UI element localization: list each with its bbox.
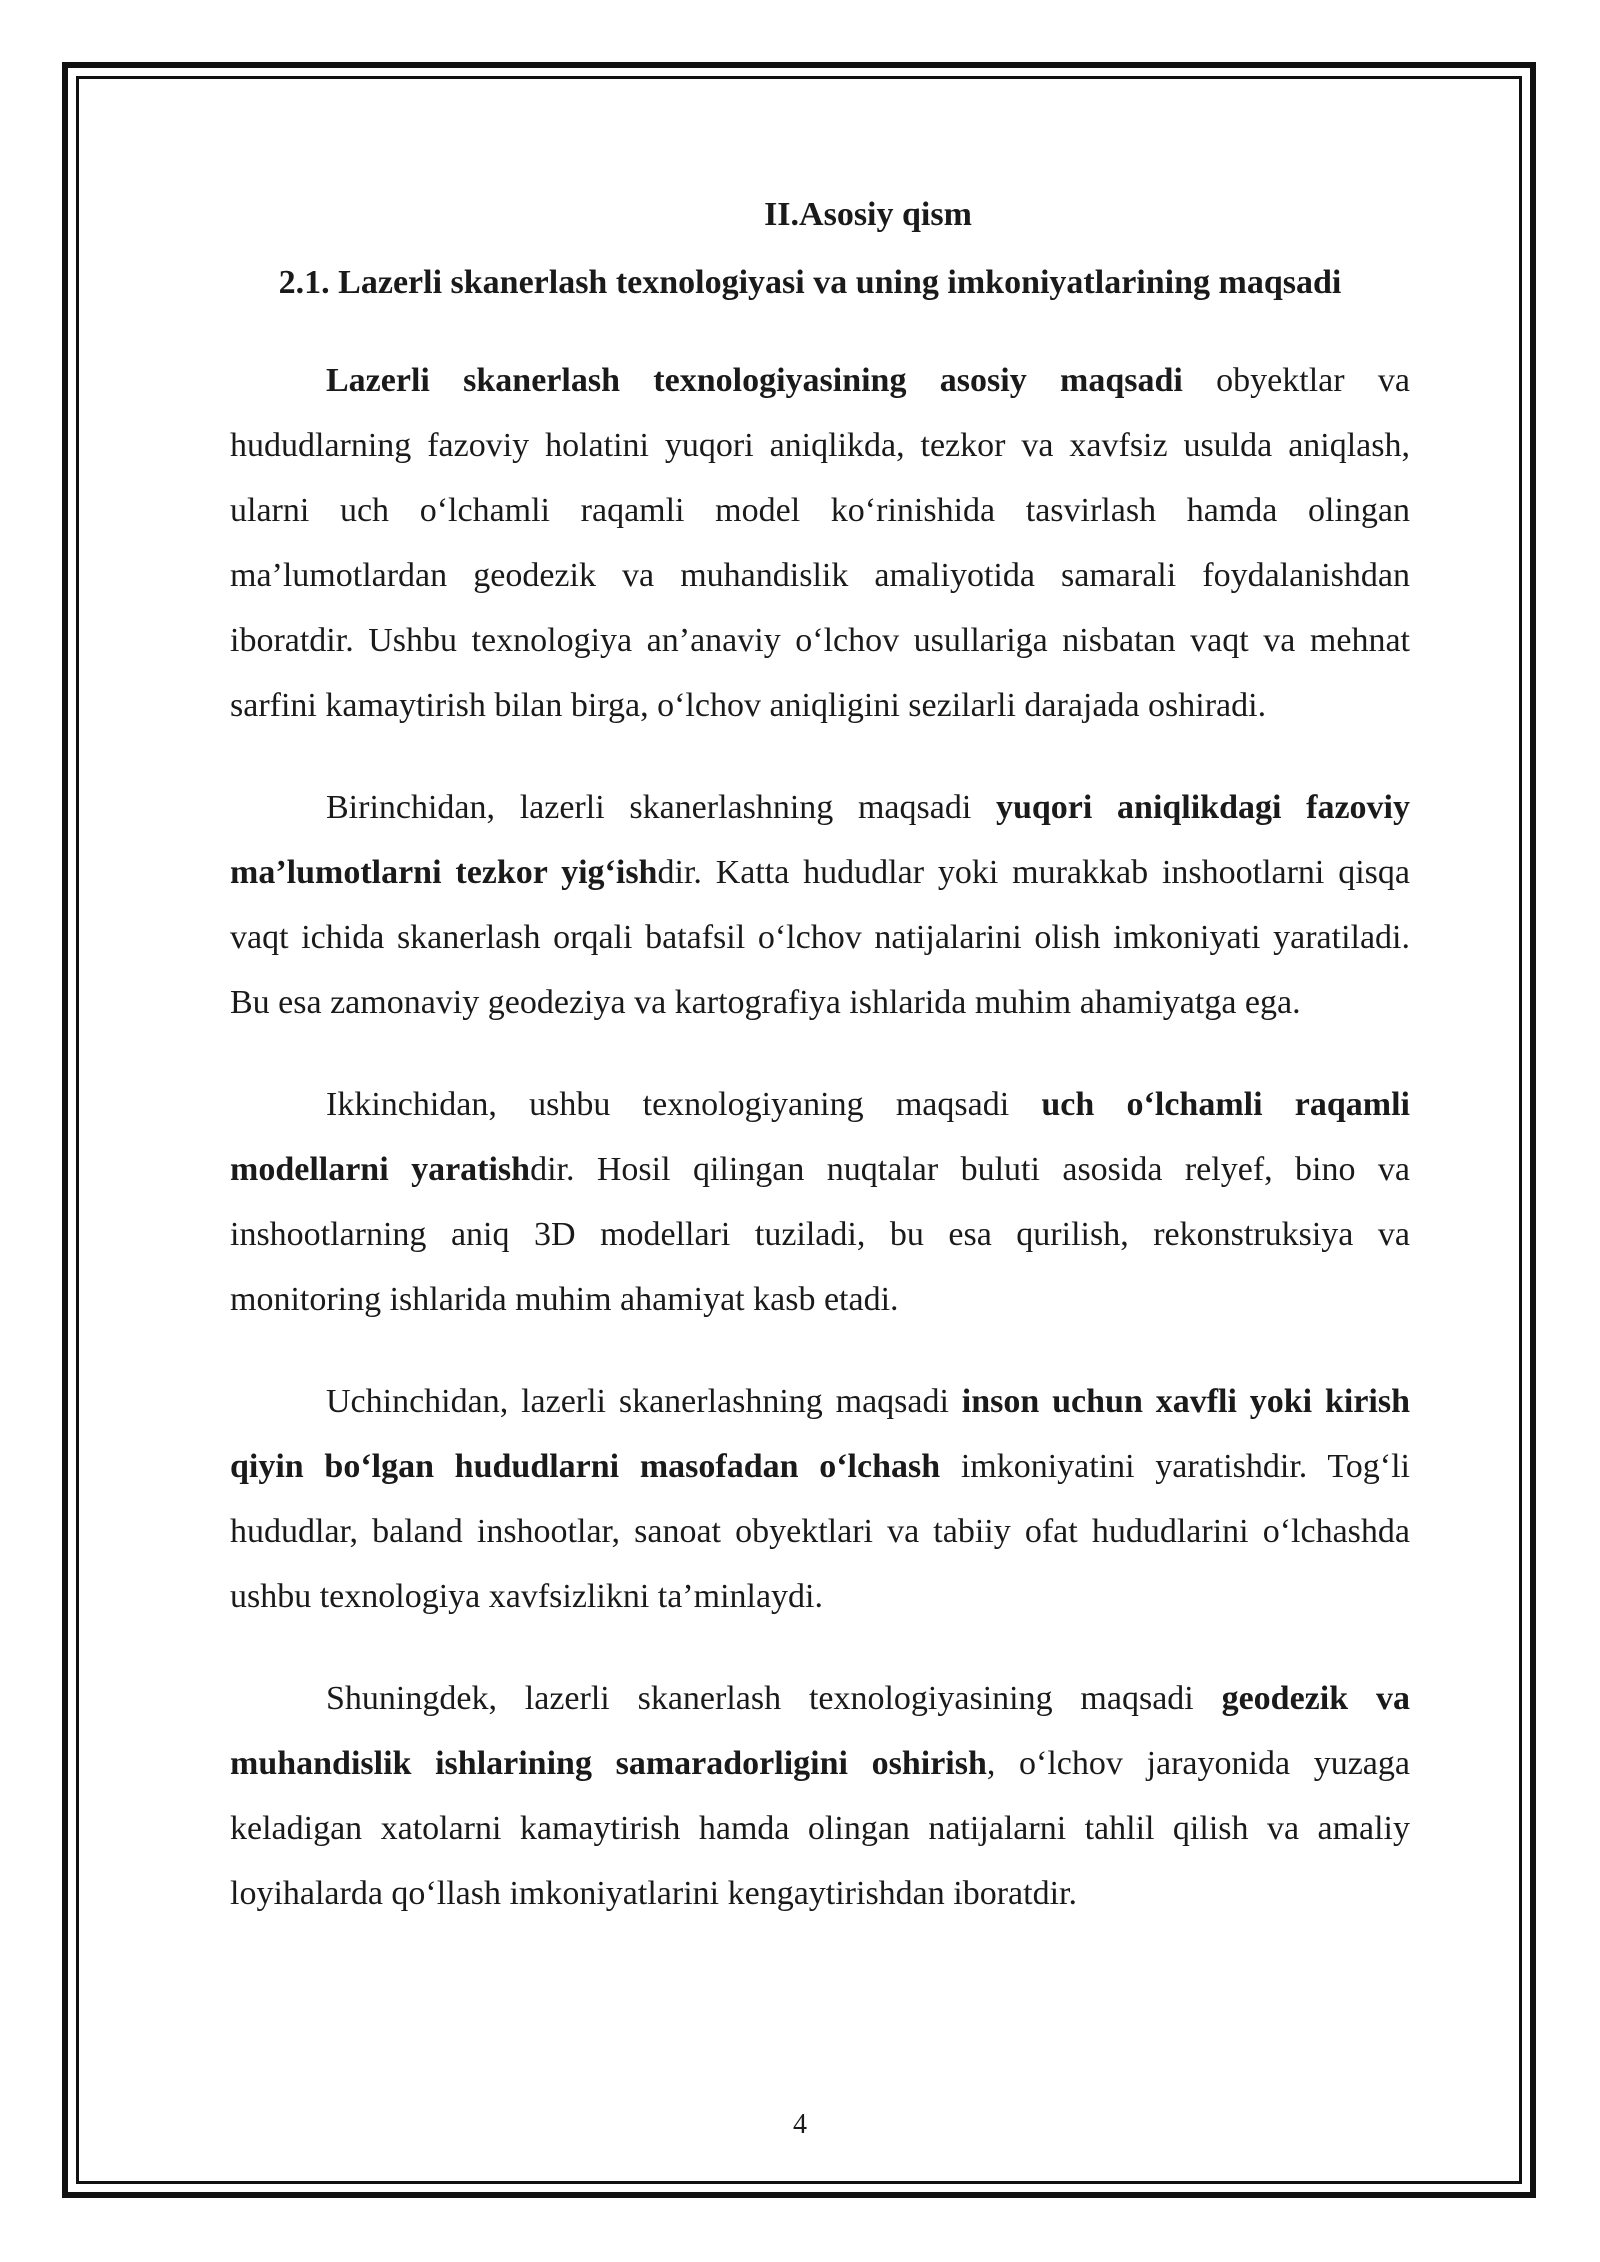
paragraph-intro bbox=[230, 348, 1410, 738]
paragraph-third-after: imkoniyatini yaratishdir. Tog‘li hududlar, baland inshootlar, sanoat obyektlari va tabiiy ofat hududlarini o‘lchashda ushbu texnologiya xavfsizlikni ta’minlaydi. bbox=[230, 1448, 1410, 1615]
paragraph-second-before: Ikkinchidan, ushbu texnologiyaning maqsadi bbox=[326, 1086, 1042, 1123]
paragraph-third bbox=[230, 1369, 1410, 1629]
paragraph-first-bold: yuqori aniqlikdagi fazoviy ma’lumotlarni tezkor yig‘ish bbox=[230, 789, 1411, 891]
paragraph-intro-text: obyektlar va hududlarning fazoviy holatini yuqori aniqlikda, tezkor va xavfsiz usulda aniqlash, ularni uch o‘lchamli raqamli model ko‘rinishida tasvirlash hamda olingan ma’lumotlardan geodezik va muhandislik amaliyotida samarali foydalanishdan iboratdir. Ushbu texnologiya an’anaviy o‘lchov usullariga nisbatan vaqt va mehnat sarfini kamaytirish bilan birga, o‘lchov aniqligini sezilarli darajada oshiradi. bbox=[230, 362, 1410, 724]
paragraph-second-after: dir. Hosil qilingan nuqtalar buluti asosida relyef, bino va inshootlarning aniq 3D modellari tuziladi, bu esa qurilish, rekonstruksiya va monitoring ishlarida muhim ahamiyat kasb etadi. bbox=[230, 1151, 1410, 1318]
paragraph-final-after: , o‘lchov jarayonida yuzaga keladigan xatolarni kamaytirish hamda olingan natijalarni tahlil qilish va amaliy loyihalarda qo‘llash imkoniyatlarini kengaytirishdan iboratdir. bbox=[230, 1745, 1410, 1912]
paragraph-first bbox=[230, 775, 1410, 1035]
paragraph-third-bold: inson uchun xavfli yoki kirish qiyin bo‘lgan hududlarni masofadan o‘lchash bbox=[230, 1383, 1410, 1485]
chapter-heading: II.Asosiy qism bbox=[764, 196, 972, 233]
page-number: 4 bbox=[793, 2109, 807, 2140]
paragraph-third-before: Uchinchidan, lazerli skanerlashning maqsadi bbox=[326, 1383, 962, 1420]
paragraph-final-bold: geodezik va muhandislik ishlarining samaradorligini oshirish bbox=[230, 1680, 1410, 1782]
paragraph-final-before: Shuningdek, lazerli skanerlash texnologiyasining maqsadi bbox=[326, 1680, 1222, 1717]
paragraph-intro-bold-lead: Lazerli skanerlash texnologiyasining asosiy maqsadi bbox=[326, 362, 1183, 399]
paragraph-second-bold: uch o‘lchamli raqamli modellarni yaratish bbox=[230, 1086, 1410, 1188]
paragraph-first-after: dir. Katta hududlar yoki murakkab inshootlarni qisqa vaqt ichida skanerlash orqali batafsil o‘lchov natijalarini olish imkoniyati yaratiladi. Bu esa zamonaviy geodeziya va kartografiya ishlarida muhim ahamiyatga ega. bbox=[230, 854, 1410, 1021]
paragraph-first-before: Birinchidan, lazerli skanerlashning maqsadi bbox=[326, 789, 996, 826]
page-content bbox=[230, 190, 1410, 1963]
paragraph-second bbox=[230, 1072, 1410, 1332]
section-heading: 2.1. Lazerli skanerlash texnologiyasi va uning imkoniyatlarining maqsadi bbox=[278, 264, 1342, 301]
paragraph-final bbox=[230, 1666, 1410, 1926]
